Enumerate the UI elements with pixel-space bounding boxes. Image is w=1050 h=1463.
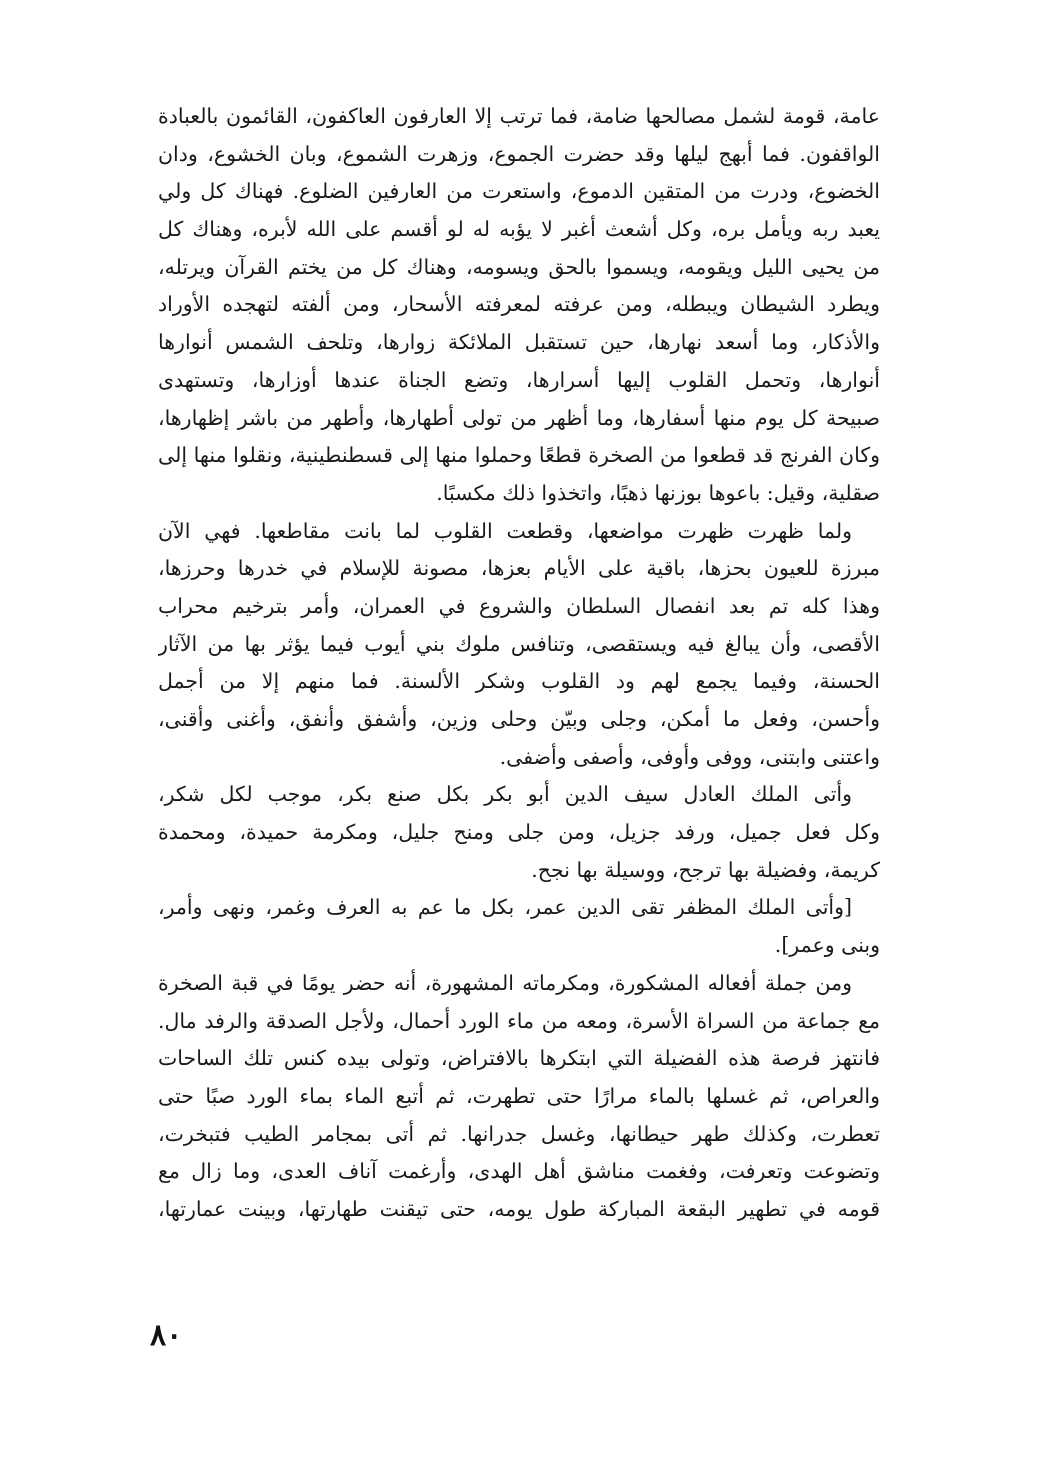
text-line: وبنى وعمر]. — [774, 933, 880, 958]
text-line: وهذا كله تم بعد انفصال السلطان والشروع في العمران، وأمر بترخيم محراب — [158, 593, 880, 618]
text-line: أنوارها، وتحمل القلوب إليها أسرارها، وتضع الجناة عندها أوزارها، وتستهدى — [158, 367, 880, 392]
text-line: الواقفون. فما أبهج ليلها وقد حضرت الجموع، وزهرت الشموع، وبان الخشوع، ودان — [158, 141, 880, 166]
text-line: صقلية، وقيل: باعوها بوزنها ذهبًا، واتخذوا ذلك مكسبًا. — [436, 480, 880, 505]
text-line: والعراص، ثم غسلها بالماء مرارًا حتى تطهرت، ثم أتبع الماء بماء الورد صبًا حتى — [158, 1083, 880, 1108]
page-body-text — [158, 98, 880, 1229]
text-line: والأذكار، وما أسعد نهارها، حين تستقبل الملائكة زوارها، وتلحف الشمس أنوارها — [158, 330, 880, 355]
text-line: ولما ظهرت ظهرت مواضعها، وقطعت القلوب لما بانت مقاطعها. فهي الآن — [158, 518, 852, 543]
text-line: عامة، قومة لشمل مصالحها ضامة، فما ترتب إلا العارفون العاكفون، القائمون بالعبادة — [158, 104, 880, 128]
text-line: وكل فعل جميل، ورفد جزيل، ومن جلى ومنح جليل، ومكرمة حميدة، ومحمدة — [158, 820, 880, 845]
text-line: [وأتى الملك المظفر تقى الدين عمر، بكل ما عم به العرف وغمر، ونهى وأمر، — [158, 895, 852, 920]
text-line: مبرزة للعيون بحزها، باقية على الأيام بعزها، مصونة للإسلام في خدرها وحرزها، — [158, 556, 880, 581]
text-line: فانتهز فرصة هذه الفضيلة التي ابتكرها بالافتراض، وتولى بيده كنس تلك الساحات — [158, 1046, 880, 1071]
text-line: تعطرت، وكذلك طهر حيطانها، وغسل جدرانها. ثم أتى بمجامر الطيب فتبخرت، — [158, 1121, 880, 1146]
text-line: الأقصى، وأن يبالغ فيه ويستقصى، وتنافس ملوك بني أيوب فيما يؤثر بها من الآثار — [158, 631, 880, 656]
text-line: وتضوعت وتعرفت، وفغمت مناشق أهل الهدى، وأرغمت آناف العدى، وما زال مع — [158, 1159, 880, 1184]
text-line: ومن جملة أفعاله المشكورة، ومكرماته المشهورة، أنه حضر يومًا في قبة الصخرة — [158, 970, 852, 995]
text-line: من يحيى الليل ويقومه، ويسموا بالحق ويسومه، وهناك كل من يختم القرآن ويرتله، — [158, 254, 880, 279]
page-number: ٨٠ — [150, 1318, 183, 1353]
text-line: صبيحة كل يوم منها أسفارها، وما أظهر من تولى أطهارها، وأطهر من باشر إظهارها، — [158, 405, 880, 430]
text-line: قومه في تطهير البقعة المباركة طول يومه، حتى تيقنت طهارتها، وبينت عمارتها، — [158, 1196, 880, 1221]
text-line: ويطرد الشيطان ويبطله، ومن عرفته لمعرفته الأسحار، ومن ألفته لتهجده الأوراد — [158, 292, 880, 317]
text-line: مع جماعة من السراة الأسرة، ومعه من ماء الورد أحمال، ولأجل الصدقة والرفد مال. — [158, 1008, 880, 1033]
text-line: وكان الفرنج قد قطعوا من الصخرة قطعًا وحملوا منها إلى قسطنطينية، ونقلوا منها إلى — [158, 443, 880, 468]
text-line: وأحسن، وفعل ما أمكن، وجلى وبيّن وحلى وزين، وأشفق وأنفق، وأغنى وأقنى، — [158, 707, 880, 731]
text-line: الخضوع، ودرت من المتقين الدموع، واستعرت من العارفين الضلوع. فهناك كل ولي — [158, 179, 880, 204]
text-line: وأتى الملك العادل سيف الدين أبو بكر بكل صنع بكر، موجب لكل شكر، — [158, 782, 852, 807]
text-line: يعبد ربه ويأمل بره، وكل أشعث أغبر لا يؤبه له لو أقسم على الله لأبره، وهناك كل — [158, 217, 880, 242]
text-line: كريمة، وفضيلة بها ترجح، ووسيلة بها نجح. — [531, 857, 880, 882]
text-line: واعتنى وابتنى، ووفى وأوفى، وأصفى وأضفى. — [499, 744, 880, 769]
text-line: الحسنة، وفيما يجمع لهم ود القلوب وشكر الألسنة. فما منهم إلا من أجمل — [158, 669, 880, 694]
